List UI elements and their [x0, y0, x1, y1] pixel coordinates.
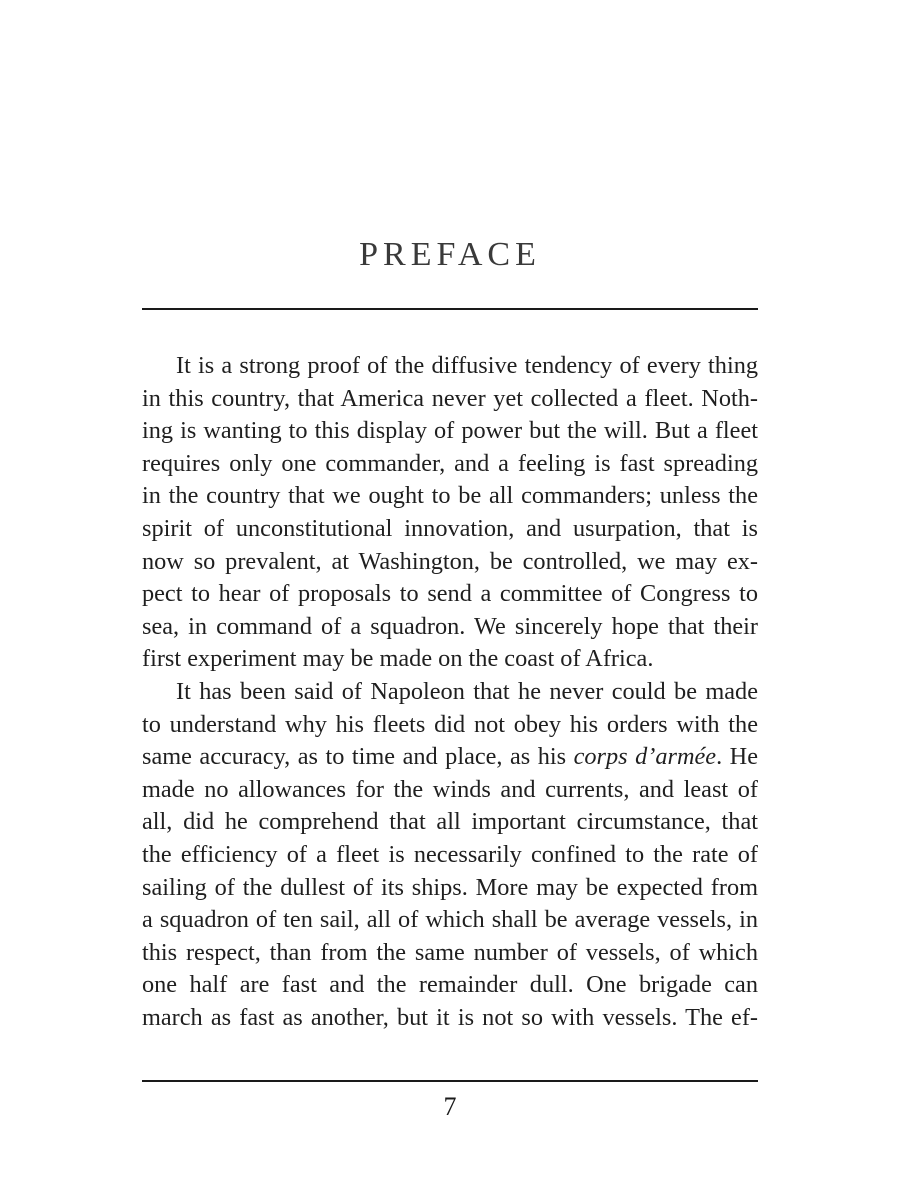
- text-segment: same accuracy, as to time and place, as his: [142, 743, 574, 771]
- body-text: [142, 350, 758, 1034]
- page-number: 7: [443, 1092, 457, 1121]
- text-line: sea, in command of a squadron. We sincerely hope that their: [142, 612, 758, 640]
- text-line: spirit of unconstitutional innovation, and usurpation, that is: [142, 514, 758, 542]
- italic-phrase: corps d’armée: [573, 743, 717, 771]
- paragraph-2: [142, 676, 758, 1035]
- text-line: this respect, than from the same number of vessels, of which: [142, 938, 758, 966]
- page-heading: PREFACE: [359, 236, 541, 273]
- top-rule: [142, 308, 758, 310]
- text-line: in this country, that America never yet collected a fleet. Noth-: [142, 384, 758, 412]
- text-line: requires only one commander, and a feeling is fast spreading: [142, 449, 758, 477]
- text-line: to understand why his fleets did not obey his orders with the: [142, 710, 758, 738]
- text-line: It has been said of Napoleon that he never could be made: [176, 677, 758, 705]
- text-line: one half are fast and the remainder dull. One brigade can: [142, 971, 758, 999]
- text-line: sailing of the dullest of its ships. More may be expected from: [142, 873, 758, 901]
- text-line: in the country that we ought to be all commanders; unless the: [142, 482, 758, 510]
- text-line: the efficiency of a fleet is necessarily confined to the rate of: [142, 840, 758, 868]
- text-line: made no allowances for the winds and currents, and least of: [142, 775, 758, 803]
- text-line: a squadron of ten sail, all of which shall be average vessels, in: [142, 906, 758, 934]
- text-line: pect to hear of proposals to send a committee of Congress to: [142, 580, 758, 608]
- text-line: It is a strong proof of the diffusive tendency of every thing: [176, 352, 758, 379]
- text-line: first experiment may be made on the coast of Africa.: [142, 645, 654, 673]
- text-line-with-italic: [142, 741, 758, 774]
- text-line: now so prevalent, at Washington, be controlled, we may ex-: [142, 547, 758, 575]
- text-line: ing is wanting to this display of power but the will. But a fleet: [142, 417, 758, 445]
- text-line: march as fast as another, but it is not so with vessels. The ef-: [142, 1003, 758, 1031]
- paragraph-1: [142, 350, 758, 676]
- text-segment: . He: [716, 743, 759, 771]
- text-line: all, did he comprehend that all important circumstance, that: [142, 808, 758, 836]
- bottom-rule: [142, 1080, 758, 1082]
